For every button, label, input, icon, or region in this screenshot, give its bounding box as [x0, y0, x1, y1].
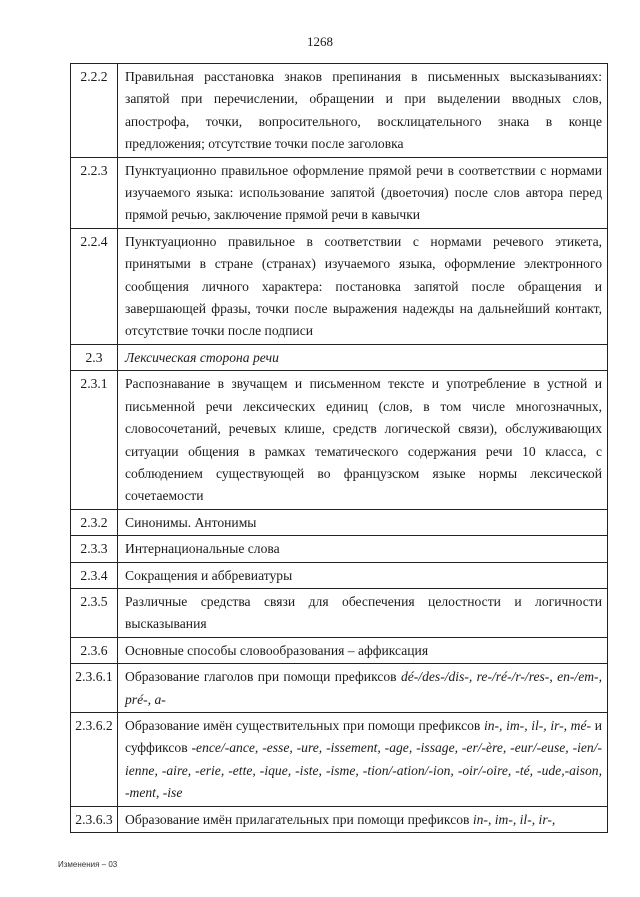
table-row — [71, 371, 608, 509]
row-number: 2.3 — [71, 344, 118, 370]
row-number: 2.3.1 — [71, 371, 118, 509]
row-text-plain: и суффиксов — [125, 717, 602, 756]
footer-note: Изменения – 03 — [58, 860, 118, 869]
row-text: Пунктуационно правильное в соответствии с нормами речевого этикета, принятыми в стране (странах) изучаемого языка, оформление электронного сообщения личного характера: постановка запятой после обращения и завершающей фразы, точки после выражения надежды на дальнейший контакт, отсутствие точки после подписи — [118, 228, 608, 344]
row-text-plain: Образование глаголов при помощи префиксов — [125, 669, 401, 685]
row-text-plain: Образование имён прилагательных при помощи префиксов — [125, 811, 473, 827]
row-number: 2.3.4 — [71, 562, 118, 588]
row-text-italic: in-, im-, il-, ir-, mé- — [483, 717, 592, 733]
row-text — [118, 806, 608, 832]
table-row — [71, 344, 608, 370]
row-text — [118, 712, 608, 806]
row-text: Правильная расстановка знаков препинания в письменных высказываниях: запятой при перечислении, обращении и при выделении вводных слов, апострофа, точки, вопросительного, восклицательного знака в конце предложения; отсутствие точки после заголовка — [118, 64, 608, 158]
table-row — [71, 536, 608, 562]
table-row — [71, 712, 608, 806]
row-text: Сокращения и аббревиатуры — [118, 562, 608, 588]
row-number: 2.2.2 — [71, 64, 118, 158]
row-number: 2.2.3 — [71, 157, 118, 228]
row-text — [118, 664, 608, 713]
row-text-italic: -ence/-ance, -esse, -ure, -issement, -age, -issage, -er/-ère, -eur/-euse, -ien/-ienne, -aire, -erie, -ette, -ique, -iste, -isme, -tion/-ation/-ion, -oir/-oire, -té, -ude,-aison, -ment, -ise — [125, 740, 603, 801]
table-row — [71, 562, 608, 588]
row-text-italic: in-, im-, il-, ir-, — [472, 811, 556, 827]
row-text-italic: dé-/des-/dis-, re-/ré-/r-/res-, en-/em-, pré-, a- — [125, 669, 602, 707]
row-text-plain: Образование имён существительных при помощи префиксов — [125, 717, 484, 733]
row-text: Основные способы словообразования – аффиксация — [118, 637, 608, 663]
row-text: Синонимы. Антонимы — [118, 509, 608, 535]
table-row — [71, 588, 608, 637]
row-text: Распознавание в звучащем и письменном тексте и употребление в устной и письменной речи лексических единиц (слов, в том числе многозначных, словосочетаний, речевых клише, средств логической связи), обслуживающих ситуации общения в рамках тематического содержания речи 10 класса, с соблюдением существующей во французском языке нормы лексической сочетаемости — [118, 371, 608, 509]
table-row — [71, 637, 608, 663]
table-row — [71, 664, 608, 713]
row-number: 2.3.5 — [71, 588, 118, 637]
table-row — [71, 157, 608, 228]
page-number: 1268 — [307, 34, 333, 49]
row-text: Пунктуационно правильное оформление прямой речи в соответствии с нормами изучаемого языка: использование запятой (двоеточия) после слов автора перед прямой речью, заключение прямой речи в кавычки — [118, 157, 608, 228]
row-number: 2.3.6 — [71, 637, 118, 663]
row-number: 2.2.4 — [71, 228, 118, 344]
row-text: Различные средства связи для обеспечения целостности и логичности высказывания — [118, 588, 608, 637]
table-row — [71, 64, 608, 158]
row-text: Интернациональные слова — [118, 536, 608, 562]
table-row — [71, 806, 608, 832]
row-number: 2.3.3 — [71, 536, 118, 562]
row-number: 2.3.2 — [71, 509, 118, 535]
row-number: 2.3.6.2 — [71, 712, 118, 806]
section-heading: Лексическая сторона речи — [118, 344, 608, 370]
table-row — [71, 228, 608, 344]
table-row — [71, 509, 608, 535]
row-number: 2.3.6.3 — [71, 806, 118, 832]
row-number: 2.3.6.1 — [71, 664, 118, 713]
content-table — [70, 63, 608, 833]
